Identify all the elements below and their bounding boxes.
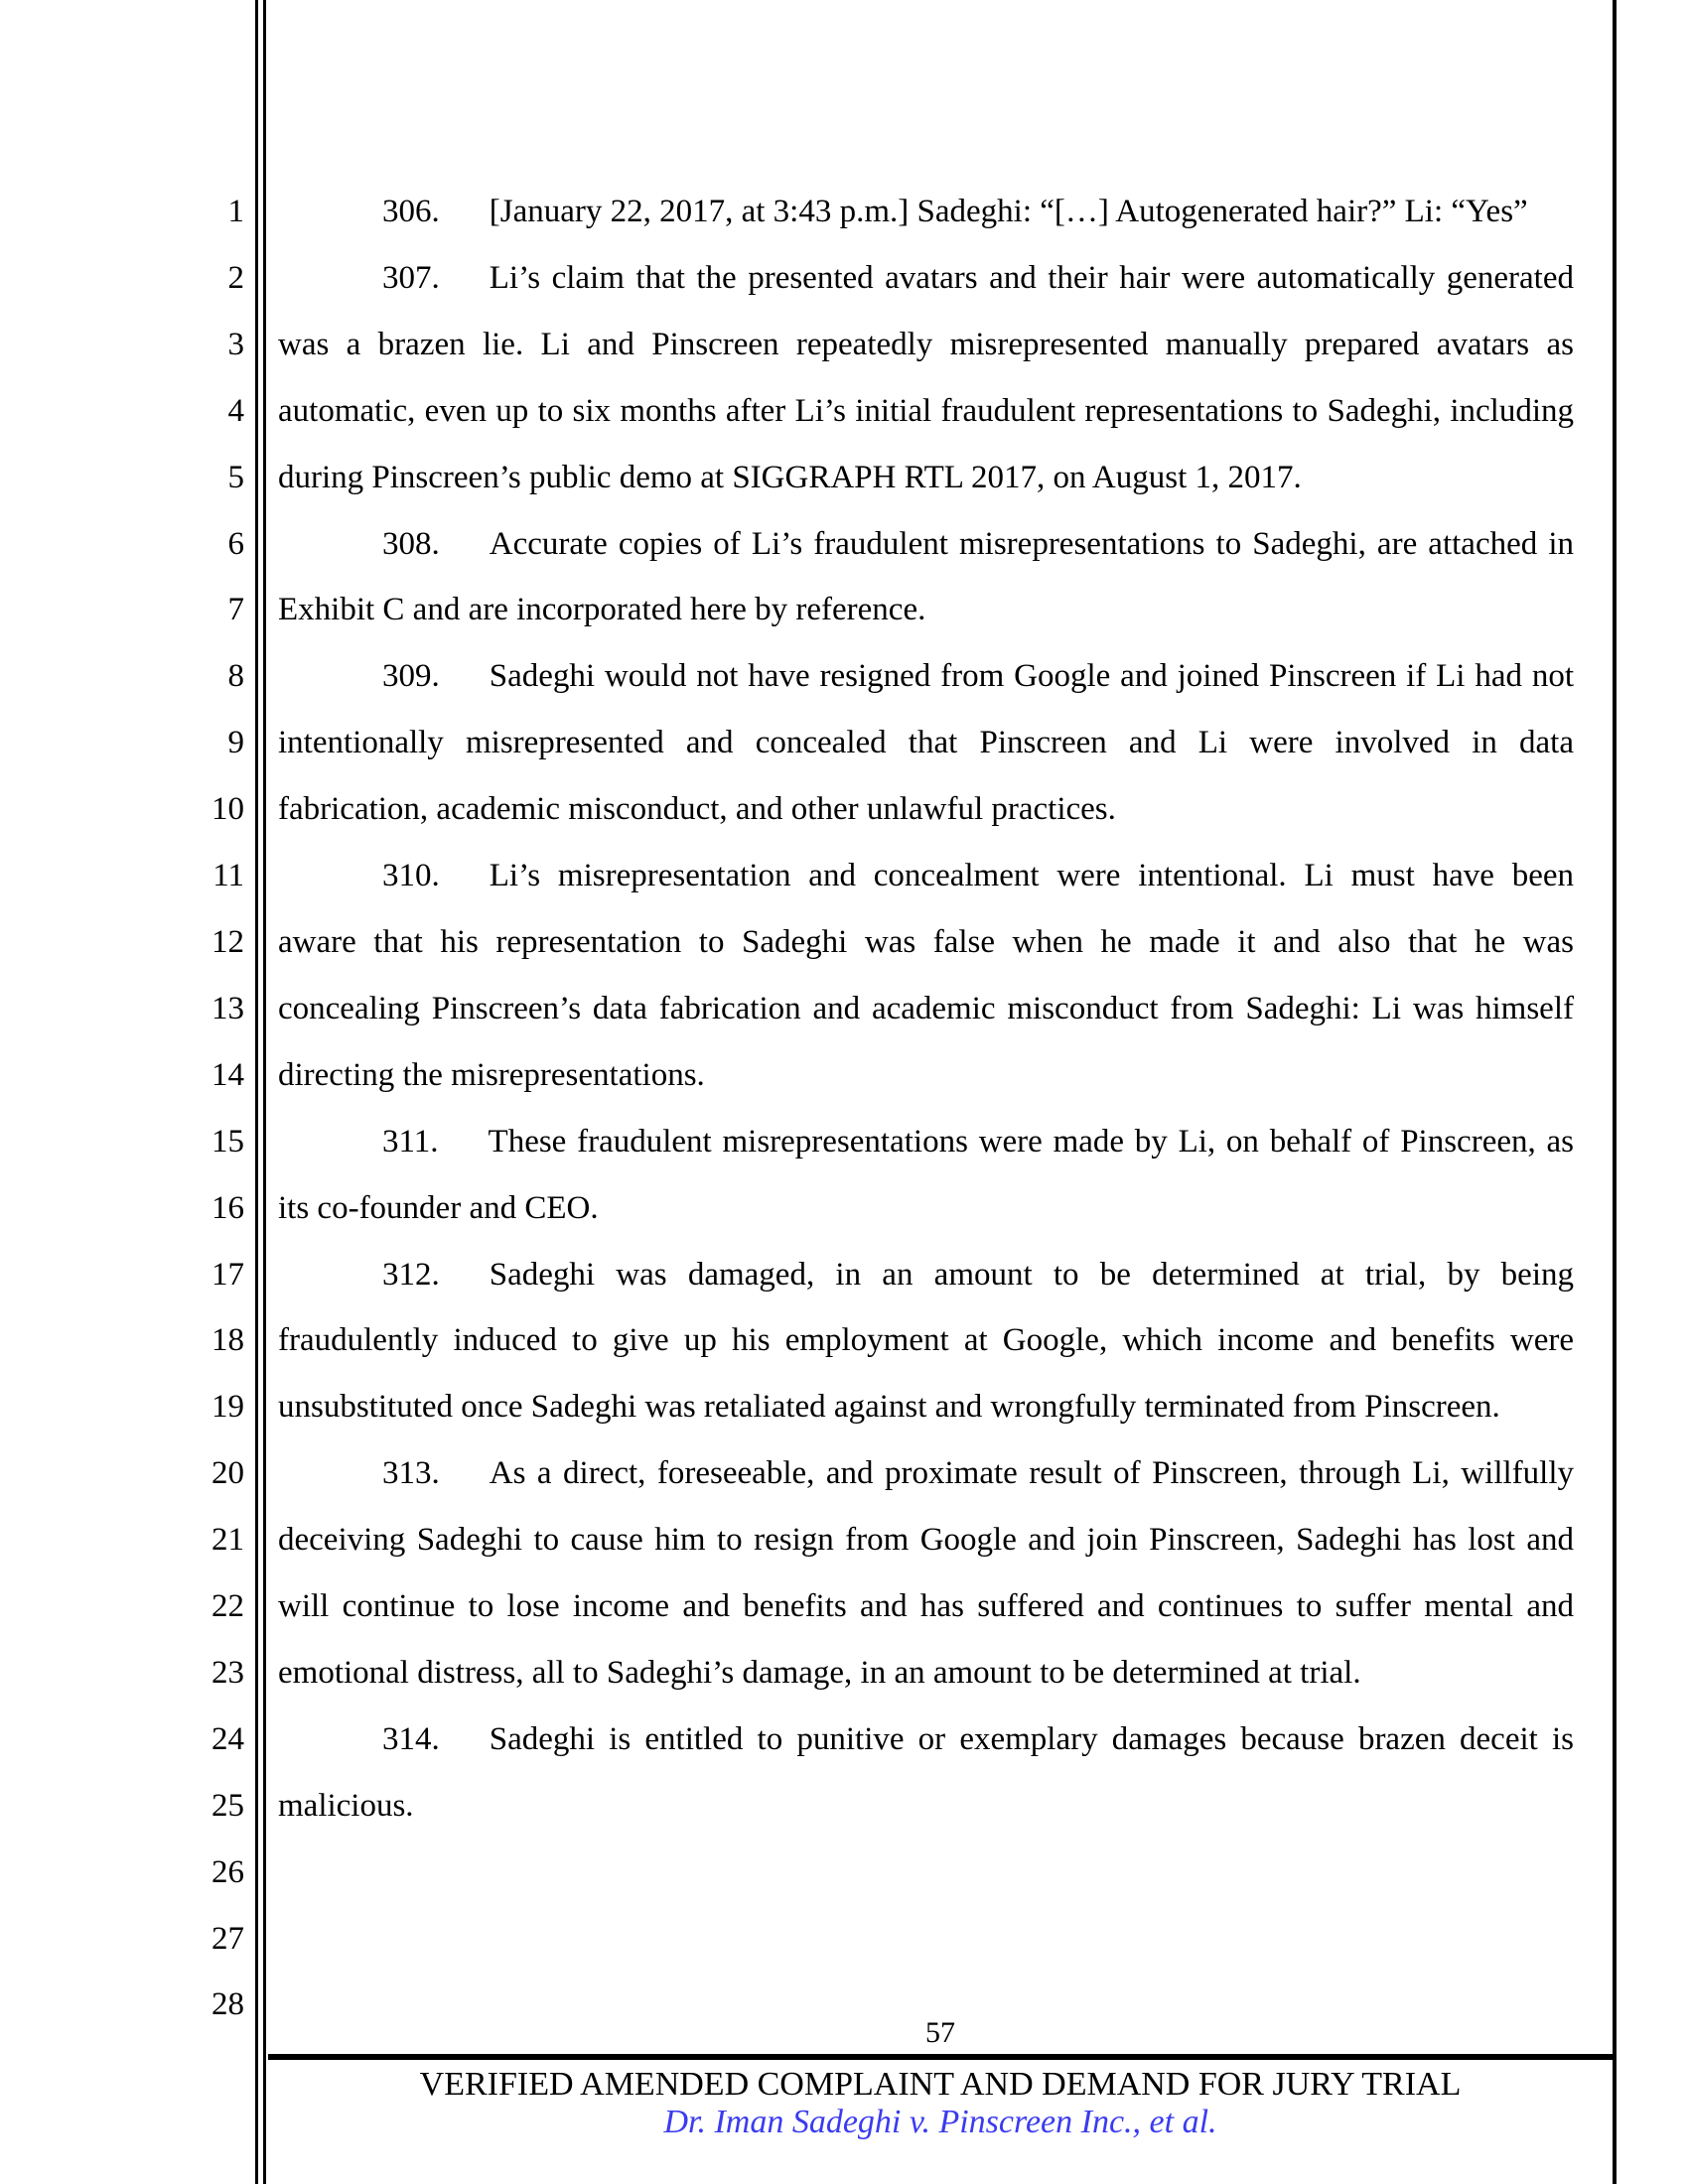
line-number: 25 [211, 1787, 244, 1824]
paragraph-number: 312. [382, 1256, 440, 1293]
paragraph-309 [278, 643, 1574, 843]
paragraph-306 [278, 179, 1574, 245]
paragraph-text: As a direct, foreseeable, and proximate result of Pinscreen, through Li, willfully deceiving Sadeghi to cause him to resign from Google and join Pinscreen, Sadeghi has lost and will continue to lose income and benefits and has suffered and continues to suffer mental and emotional distress, all to Sadeghi’s damage, in an amount to be determined at trial. [278, 1455, 1574, 1691]
paragraph-number: 314. [382, 1720, 440, 1757]
right-rule [1613, 0, 1617, 2184]
paragraph-number: 311. [382, 1123, 439, 1160]
paragraph-307 [278, 245, 1574, 511]
line-number: 5 [227, 459, 244, 495]
line-number: 13 [211, 990, 244, 1026]
line-number: 20 [211, 1455, 244, 1492]
left-double-rule [255, 0, 266, 2184]
paragraph-number: 308. [382, 525, 440, 562]
footer-case-caption: Dr. Iman Sadeghi v. Pinscreen Inc., et al. [663, 2104, 1217, 2140]
line-number-column [0, 179, 244, 2038]
line-number: 2 [227, 259, 244, 296]
line-number: 24 [211, 1720, 244, 1757]
paragraph-313 [278, 1440, 1574, 1706]
page-number: 57 [925, 2016, 955, 2049]
line-number: 1 [227, 194, 244, 229]
paragraph-number: 310. [382, 858, 440, 894]
line-number: 23 [211, 1654, 244, 1691]
footer-divider [268, 2054, 1613, 2060]
paragraph-number: 307. [382, 259, 440, 296]
footer-title: VERIFIED AMENDED COMPLAINT AND DEMAND FOR JURY TRIAL [419, 2066, 1462, 2103]
line-number: 26 [211, 1853, 244, 1890]
paragraph-text: Accurate copies of Li’s fraudulent misrepresentations to Sadeghi, are attached in Exhibit C and are incorporated here by reference. [278, 525, 1574, 628]
paragraph-312 [278, 1242, 1574, 1441]
paragraph-text: Li’s misrepresentation and concealment were intentional. Li must have been aware that his representation to Sadeghi was false when he made it and also that he was concealing Pinscreen’s data fabrication and academic misconduct from Sadeghi: Li was himself directing the misrepresentations. [278, 858, 1574, 1093]
paragraph-text: [January 22, 2017, at 3:43 p.m.] Sadeghi: “[…] Autogenerated hair?” Li: “Yes” [489, 194, 1528, 229]
line-number: 4 [227, 392, 244, 429]
line-number: 6 [227, 525, 244, 562]
paragraph-text: Li’s claim that the presented avatars and their hair were automatically generated was a brazen lie. Li and Pinscreen repeatedly misrepresented manually prepared avatars as automatic, even up to six months after Li’s initial fraudulent representations to Sadeghi, including during Pinscreen’s public demo at SIGGRAPH RTL 2017, on August 1, 2017. [278, 259, 1574, 495]
line-number: 9 [227, 725, 244, 761]
line-number: 10 [211, 791, 244, 828]
line-number: 22 [211, 1588, 244, 1625]
paragraph-314 [278, 1706, 1574, 1840]
line-number: 15 [211, 1123, 244, 1160]
paragraph-number: 309. [382, 658, 440, 695]
paragraph-number: 313. [382, 1455, 440, 1492]
paragraph-310 [278, 843, 1574, 1109]
line-number: 7 [227, 592, 244, 628]
paragraph-text: Sadeghi is entitled to punitive or exemplary damages because brazen deceit is malicious. [278, 1720, 1574, 1824]
line-number: 8 [227, 658, 244, 695]
line-number: 17 [211, 1256, 244, 1293]
line-number: 18 [211, 1322, 244, 1359]
line-number: 16 [211, 1189, 244, 1226]
paragraph-311 [278, 1109, 1574, 1242]
paragraph-text: These fraudulent misrepresentations were made by Li, on behalf of Pinscreen, as its co-founder and CEO. [278, 1123, 1574, 1226]
line-number: 11 [212, 858, 244, 894]
paragraph-text: Sadeghi was damaged, in an amount to be determined at trial, by being fraudulently induced to give up his employment at Google, which income and benefits were unsubstituted once Sadeghi was retaliated against and wrongfully terminated from Pinscreen. [278, 1256, 1574, 1426]
paragraph-text: Sadeghi would not have resigned from Google and joined Pinscreen if Li had not intentionally misrepresented and concealed that Pinscreen and Li were involved in data fabrication, academic misconduct, and other unlawful practices. [278, 658, 1574, 828]
line-number: 14 [211, 1056, 244, 1093]
line-number: 28 [211, 1986, 244, 2023]
line-number: 19 [211, 1389, 244, 1426]
line-number: 27 [211, 1920, 244, 1957]
paragraph-number: 306. [382, 194, 440, 229]
paragraph-308 [278, 511, 1574, 644]
body-text [278, 179, 1574, 1840]
line-number: 12 [211, 923, 244, 960]
line-number: 21 [211, 1522, 244, 1559]
line-number: 3 [227, 326, 244, 362]
